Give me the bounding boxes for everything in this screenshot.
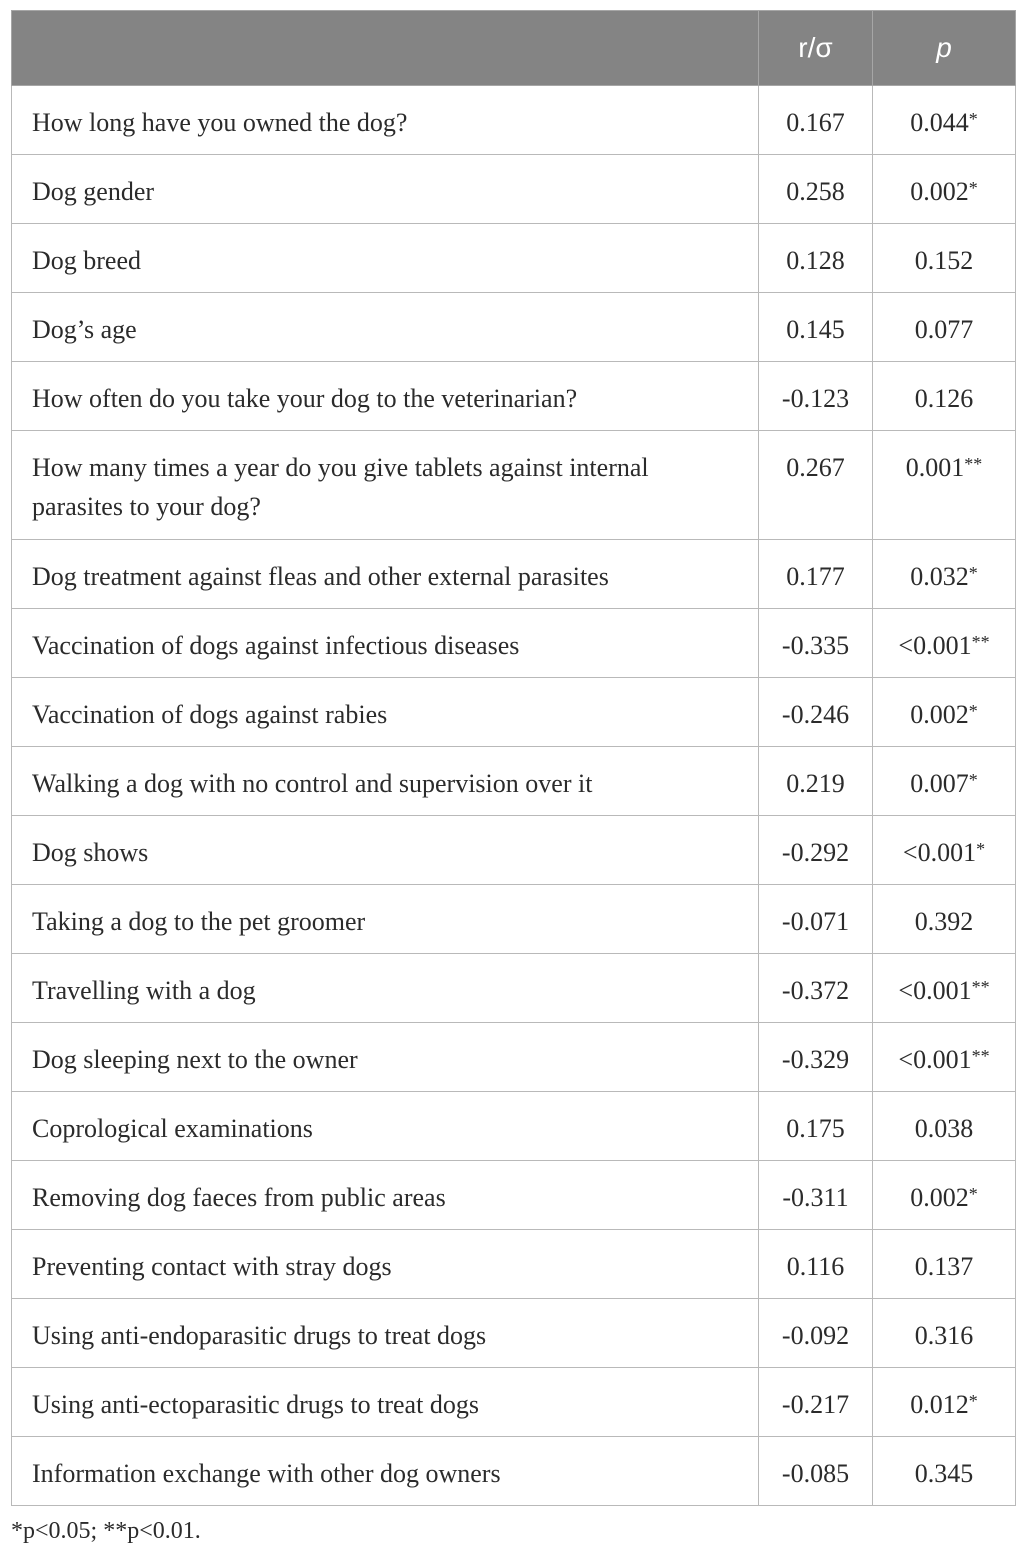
- cell-r-sigma: -0.085: [759, 1437, 873, 1506]
- table-row: [12, 1299, 1016, 1368]
- p-value-text: 0.137: [914, 1252, 974, 1281]
- p-value-text: <0.001: [898, 631, 972, 660]
- table-footnote: *p<0.05; **p<0.01.: [11, 1518, 201, 1544]
- table-row: [12, 1230, 1016, 1299]
- p-value-text: 0.001: [905, 453, 965, 482]
- cell-r-sigma: -0.329: [759, 1023, 873, 1092]
- significance-marker: *: [968, 1184, 978, 1204]
- cell-r-sigma: -0.092: [759, 1299, 873, 1368]
- table-row: [12, 86, 1016, 155]
- significance-marker: *: [968, 178, 978, 198]
- p-value-text: <0.001: [902, 838, 977, 867]
- cell-p-value: [873, 224, 1016, 293]
- significance-marker: *: [968, 1391, 978, 1411]
- cell-r-sigma: 0.128: [759, 224, 873, 293]
- p-value-text: 0.316: [914, 1321, 974, 1350]
- cell-p-value: [873, 155, 1016, 224]
- cell-p-value: [873, 1230, 1016, 1299]
- table-row: [12, 678, 1016, 747]
- cell-variable: Vaccination of dogs against rabies: [12, 678, 759, 747]
- significance-marker: *: [968, 770, 978, 790]
- cell-p-value: [873, 609, 1016, 678]
- table-row: [12, 1092, 1016, 1161]
- cell-variable: Dog sleeping next to the owner: [12, 1023, 759, 1092]
- significance-marker: *: [968, 701, 978, 721]
- cell-r-sigma: -0.071: [759, 885, 873, 954]
- cell-variable: Information exchange with other dog owners: [12, 1437, 759, 1506]
- significance-marker: **: [964, 454, 983, 474]
- cell-r-sigma: -0.311: [759, 1161, 873, 1230]
- table-row: [12, 954, 1016, 1023]
- p-value-text: 0.044: [910, 108, 969, 137]
- p-value-text: <0.001: [898, 1045, 972, 1074]
- cell-r-sigma: 0.177: [759, 540, 873, 609]
- cell-variable: Travelling with a dog: [12, 954, 759, 1023]
- p-value-text: 0.392: [914, 907, 974, 936]
- cell-variable: How many times a year do you give tablets against internal parasites to your dog?: [12, 431, 759, 540]
- table-row: [12, 293, 1016, 362]
- table-row: [12, 747, 1016, 816]
- header-p: p: [873, 11, 1016, 86]
- cell-p-value: [873, 431, 1016, 540]
- cell-variable: Dog shows: [12, 816, 759, 885]
- cell-p-value: [873, 540, 1016, 609]
- cell-p-value: [873, 1368, 1016, 1437]
- cell-p-value: [873, 816, 1016, 885]
- table-row: [12, 609, 1016, 678]
- cell-p-value: [873, 1161, 1016, 1230]
- header-r-sigma: r/σ: [759, 11, 873, 86]
- p-value-text: 0.345: [914, 1459, 974, 1488]
- significance-marker: *: [976, 839, 986, 859]
- cell-p-value: [873, 293, 1016, 362]
- table-row: [12, 431, 1016, 540]
- cell-p-value: [873, 1023, 1016, 1092]
- cell-r-sigma: 0.258: [759, 155, 873, 224]
- p-value-text: 0.007: [910, 769, 969, 798]
- table-row: [12, 1437, 1016, 1506]
- cell-p-value: [873, 86, 1016, 155]
- cell-r-sigma: 0.145: [759, 293, 873, 362]
- p-value-text: 0.032: [910, 562, 969, 591]
- p-value-text: 0.002: [910, 700, 969, 729]
- cell-variable: How long have you owned the dog?: [12, 86, 759, 155]
- cell-p-value: [873, 1299, 1016, 1368]
- cell-p-value: [873, 885, 1016, 954]
- header-variable: [12, 11, 759, 86]
- significance-marker: **: [971, 1046, 990, 1066]
- correlation-table: [11, 10, 1016, 1506]
- table-row: [12, 540, 1016, 609]
- cell-r-sigma: -0.217: [759, 1368, 873, 1437]
- table-row: [12, 224, 1016, 293]
- cell-variable: Removing dog faeces from public areas: [12, 1161, 759, 1230]
- table-header-row: [12, 11, 1016, 86]
- cell-p-value: [873, 1092, 1016, 1161]
- cell-variable: Dog breed: [12, 224, 759, 293]
- significance-marker: *: [968, 563, 978, 583]
- table-row: [12, 1161, 1016, 1230]
- cell-variable: Using anti-endoparasitic drugs to treat dogs: [12, 1299, 759, 1368]
- cell-r-sigma: -0.292: [759, 816, 873, 885]
- cell-variable: Using anti-ectoparasitic drugs to treat dogs: [12, 1368, 759, 1437]
- table-row: [12, 885, 1016, 954]
- p-value-text: <0.001: [898, 976, 972, 1005]
- cell-r-sigma: 0.267: [759, 431, 873, 540]
- cell-r-sigma: -0.335: [759, 609, 873, 678]
- cell-variable: How often do you take your dog to the veterinarian?: [12, 362, 759, 431]
- significance-marker: **: [971, 632, 990, 652]
- p-value-text: 0.038: [914, 1114, 974, 1143]
- p-value-text: 0.002: [910, 177, 969, 206]
- cell-r-sigma: 0.175: [759, 1092, 873, 1161]
- cell-r-sigma: -0.246: [759, 678, 873, 747]
- table-row: [12, 362, 1016, 431]
- table-body: [12, 86, 1016, 1506]
- cell-r-sigma: -0.372: [759, 954, 873, 1023]
- significance-marker: **: [971, 977, 990, 997]
- table-row: [12, 1368, 1016, 1437]
- cell-r-sigma: 0.167: [759, 86, 873, 155]
- p-value-text: 0.012: [910, 1390, 969, 1419]
- table-row: [12, 816, 1016, 885]
- cell-r-sigma: -0.123: [759, 362, 873, 431]
- cell-variable: Taking a dog to the pet groomer: [12, 885, 759, 954]
- correlation-table-container: [11, 10, 1015, 1506]
- cell-variable: Vaccination of dogs against infectious diseases: [12, 609, 759, 678]
- cell-r-sigma: 0.219: [759, 747, 873, 816]
- cell-variable: Dog treatment against fleas and other external parasites: [12, 540, 759, 609]
- cell-r-sigma: 0.116: [759, 1230, 873, 1299]
- p-value-text: 0.152: [914, 246, 974, 275]
- cell-p-value: [873, 362, 1016, 431]
- cell-variable: Walking a dog with no control and supervision over it: [12, 747, 759, 816]
- cell-variable: Coprological examinations: [12, 1092, 759, 1161]
- cell-p-value: [873, 1437, 1016, 1506]
- p-value-text: 0.077: [914, 315, 974, 344]
- p-value-text: 0.126: [914, 384, 974, 413]
- cell-variable: Dog’s age: [12, 293, 759, 362]
- significance-marker: *: [968, 109, 978, 129]
- cell-p-value: [873, 678, 1016, 747]
- table-row: [12, 155, 1016, 224]
- cell-variable: Preventing contact with stray dogs: [12, 1230, 759, 1299]
- table-row: [12, 1023, 1016, 1092]
- cell-p-value: [873, 747, 1016, 816]
- cell-variable: Dog gender: [12, 155, 759, 224]
- p-value-text: 0.002: [910, 1183, 969, 1212]
- cell-p-value: [873, 954, 1016, 1023]
